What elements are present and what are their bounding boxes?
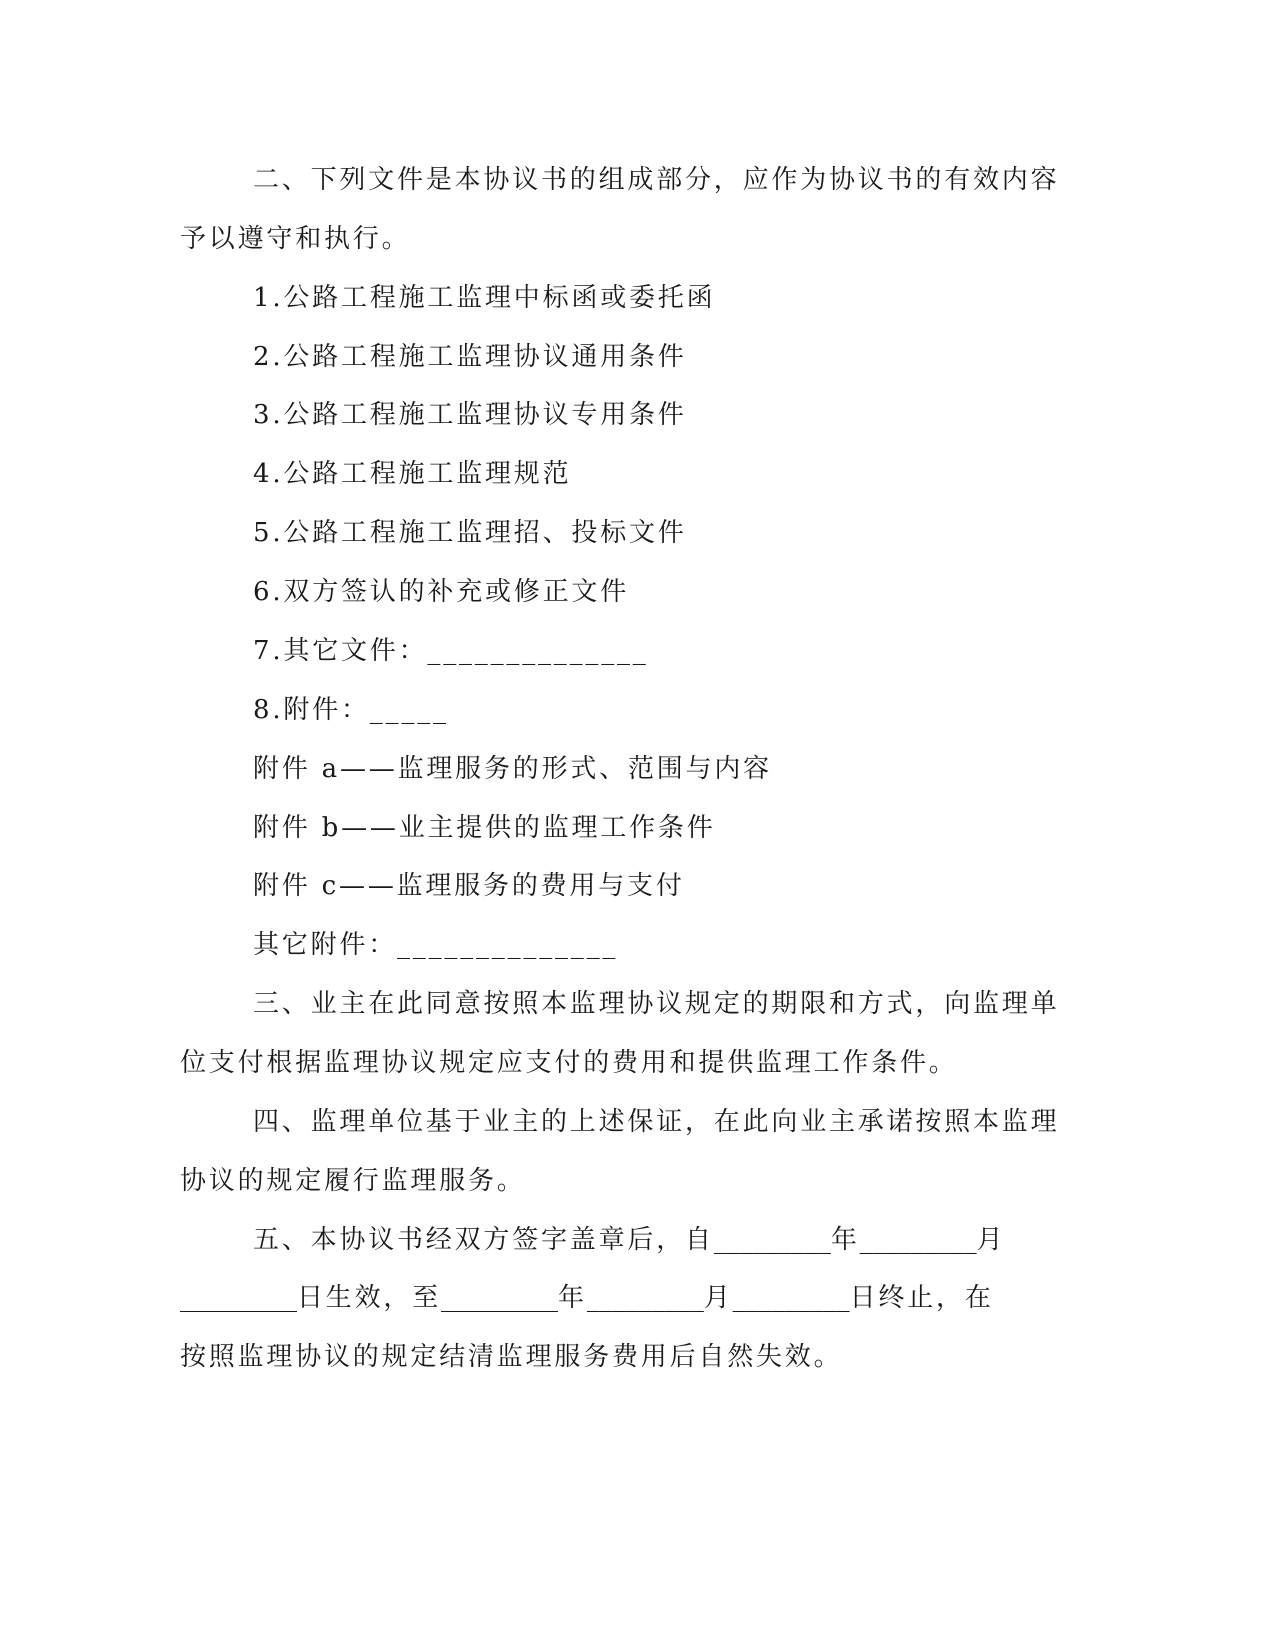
start-day-blank: _________ (180, 1283, 297, 1313)
end-day-blank: _________ (732, 1283, 850, 1313)
effective-label: 日生效，至 (297, 1283, 442, 1313)
section-5-line-2 (0, 1280, 1275, 1316)
year-label: 年 (558, 1283, 587, 1313)
document-item-1: 1.公路工程施工监理中标函或委托函 (253, 283, 716, 313)
document-item-6: 6.双方签认的补充或修正文件 (253, 577, 630, 607)
section-5-intro: 五、本协议书经双方签字盖章后，自 (253, 1225, 714, 1255)
section-5-line-3: 按照监理协议的规定结清监理服务费用后自然失效。 (180, 1342, 843, 1372)
section-2-line-1: 二、下列文件是本协议书的组成部分，应作为协议书的有效内容 (253, 165, 1060, 195)
document-item-3: 3.公路工程施工监理协议专用条件 (253, 400, 687, 430)
document-item-4: 4.公路工程施工监理规范 (253, 459, 572, 489)
attachment-b: 附件 b——业主提供的监理工作条件 (253, 813, 716, 843)
section-4-line-1: 四、监理单位基于业主的上述保证，在此向业主承诺按照本监理 (253, 1107, 1060, 1137)
end-year-blank: _________ (441, 1283, 559, 1313)
attachment-c: 附件 c——监理服务的费用与支付 (253, 871, 685, 901)
start-year-blank: _________ (713, 1225, 831, 1255)
end-label: 日终止，在 (849, 1283, 994, 1313)
section-5-line-1 (0, 1222, 1275, 1258)
document-item-8: 8.附件：_____ (253, 695, 449, 725)
attachment-other: 其它附件：______________ (253, 930, 619, 960)
month-label: 月 (703, 1283, 733, 1313)
year-label: 年 (830, 1225, 860, 1255)
section-3-line-2: 位支付根据监理协议规定应支付的费用和提供监理工作条件。 (180, 1048, 958, 1078)
section-2-line-2: 予以遵守和执行。 (180, 224, 411, 254)
section-3-line-1: 三、业主在此同意按照本监理协议规定的期限和方式，向监理单 (253, 989, 1060, 1019)
document-item-7: 7.其它文件：______________ (253, 636, 649, 666)
section-4-line-2: 协议的规定履行监理服务。 (180, 1166, 526, 1196)
document-item-5: 5.公路工程施工监理招、投标文件 (253, 518, 687, 548)
month-label: 月 (976, 1225, 1006, 1255)
attachment-a: 附件 a——监理服务的形式、范围与内容 (253, 754, 772, 784)
end-month-blank: _________ (586, 1283, 704, 1313)
start-month-blank: _________ (859, 1225, 977, 1255)
document-item-2: 2.公路工程施工监理协议通用条件 (253, 342, 687, 372)
